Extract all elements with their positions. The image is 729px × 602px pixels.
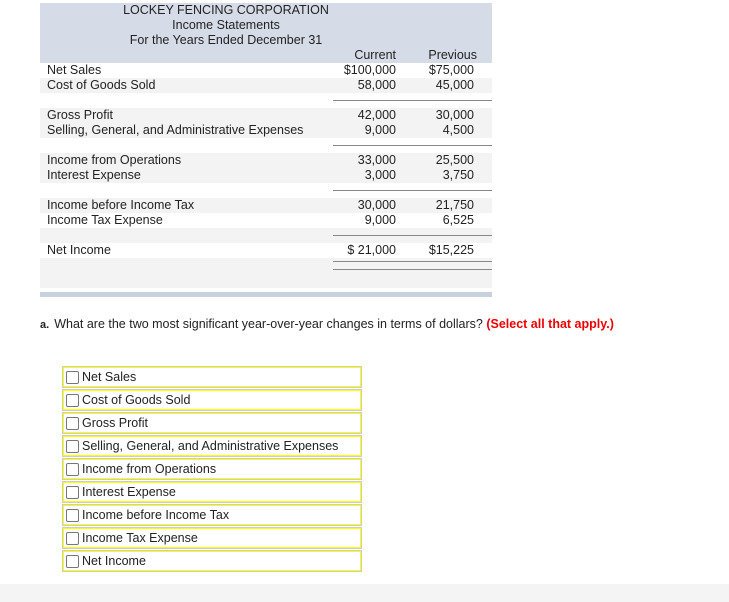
double-rule	[333, 261, 492, 262]
option-income-tax-expense[interactable]	[62, 527, 362, 549]
checkbox[interactable]	[66, 463, 79, 476]
option-gross-profit[interactable]	[62, 412, 362, 434]
double-rule	[333, 269, 492, 270]
option-label: Cost of Goods Sold	[82, 393, 191, 407]
checkbox[interactable]	[66, 509, 79, 522]
option-selling-general-and-administrative-expenses[interactable]	[62, 435, 362, 457]
subtotal-rule-row	[40, 138, 492, 153]
spacer-row	[40, 273, 492, 288]
statement-row	[40, 153, 492, 168]
row-previous: 25,500	[435, 153, 474, 167]
subtotal-rule	[333, 100, 492, 101]
total-rule-row	[40, 258, 492, 273]
subtotal-rule-row	[40, 183, 492, 198]
option-label: Income Tax Expense	[82, 531, 198, 545]
row-previous: 21,750	[435, 198, 474, 212]
question-prefix: a.	[40, 319, 50, 331]
row-current: 3,000	[364, 168, 396, 182]
company-name: LOCKEY FENCING CORPORATION	[123, 3, 329, 17]
row-label: Income from Operations	[47, 153, 182, 167]
checkbox[interactable]	[66, 371, 79, 384]
option-label: Net Income	[82, 554, 146, 568]
checkbox[interactable]	[66, 532, 79, 545]
statement-row	[40, 78, 492, 93]
subtotal-rule	[333, 190, 492, 191]
option-interest-expense[interactable]	[62, 481, 362, 503]
col-previous: Previous	[428, 48, 477, 62]
statement-header	[40, 3, 492, 63]
option-income-before-income-tax[interactable]	[62, 504, 362, 526]
statement-bottom-bar	[40, 292, 492, 297]
option-net-income[interactable]	[62, 550, 362, 572]
statement-row	[40, 213, 492, 228]
row-current: 42,000	[357, 108, 396, 122]
row-previous: 6,525	[442, 213, 474, 227]
statement-row	[40, 168, 492, 183]
row-label: Net Sales	[47, 63, 102, 77]
row-current: 33,000	[357, 153, 396, 167]
subtotal-rule-row	[40, 228, 492, 243]
row-previous: $15,225	[428, 243, 474, 257]
answer-options	[62, 366, 362, 573]
row-label: Cost of Goods Sold	[47, 78, 156, 92]
row-label: Interest Expense	[47, 168, 141, 182]
statement-period: For the Years Ended December 31	[129, 33, 323, 47]
row-previous: 3,750	[442, 168, 474, 182]
statement-row	[40, 108, 492, 123]
statement-row	[40, 243, 492, 258]
option-label: Income from Operations	[82, 462, 217, 476]
checkbox[interactable]	[66, 486, 79, 499]
footer-bar	[0, 584, 729, 602]
question-instruction: (Select all that apply.)	[486, 317, 614, 331]
option-label: Income before Income Tax	[82, 508, 230, 522]
option-net-sales[interactable]	[62, 366, 362, 388]
option-label: Interest Expense	[82, 485, 176, 499]
option-label: Selling, General, and Administrative Expenses	[82, 439, 339, 453]
statement-row	[40, 63, 492, 78]
statement-row	[40, 198, 492, 213]
row-label: Net Income	[47, 243, 111, 257]
row-current: $ 21,000	[347, 243, 396, 257]
subtotal-rule	[333, 145, 492, 146]
row-previous: 4,500	[442, 123, 474, 137]
statement-title: Income Statements	[172, 18, 280, 32]
row-label: Gross Profit	[47, 108, 113, 122]
option-income-from-operations[interactable]	[62, 458, 362, 480]
row-current: $100,000	[343, 63, 396, 77]
question-text: What are the two most significant year-over-year changes in terms of dollars?	[54, 317, 483, 331]
option-cost-of-goods-sold[interactable]	[62, 389, 362, 411]
row-current: 58,000	[357, 78, 396, 92]
row-previous: 30,000	[435, 108, 474, 122]
row-label: Selling, General, and Administrative Expenses	[47, 123, 304, 137]
question	[40, 317, 614, 331]
row-label: Income Tax Expense	[47, 213, 163, 227]
row-current: 9,000	[364, 123, 396, 137]
checkbox[interactable]	[66, 417, 79, 430]
statement-row	[40, 123, 492, 138]
checkbox[interactable]	[66, 440, 79, 453]
checkbox[interactable]	[66, 394, 79, 407]
row-current: 30,000	[357, 198, 396, 212]
row-current: 9,000	[364, 213, 396, 227]
col-current: Current	[354, 48, 396, 62]
income-statement	[40, 3, 492, 297]
row-previous: $75,000	[428, 63, 474, 77]
option-label: Gross Profit	[82, 416, 148, 430]
row-label: Income before Income Tax	[47, 198, 195, 212]
checkbox[interactable]	[66, 555, 79, 568]
subtotal-rule-row	[40, 93, 492, 108]
subtotal-rule	[333, 235, 492, 236]
row-previous: 45,000	[435, 78, 474, 92]
option-label: Net Sales	[82, 370, 137, 384]
